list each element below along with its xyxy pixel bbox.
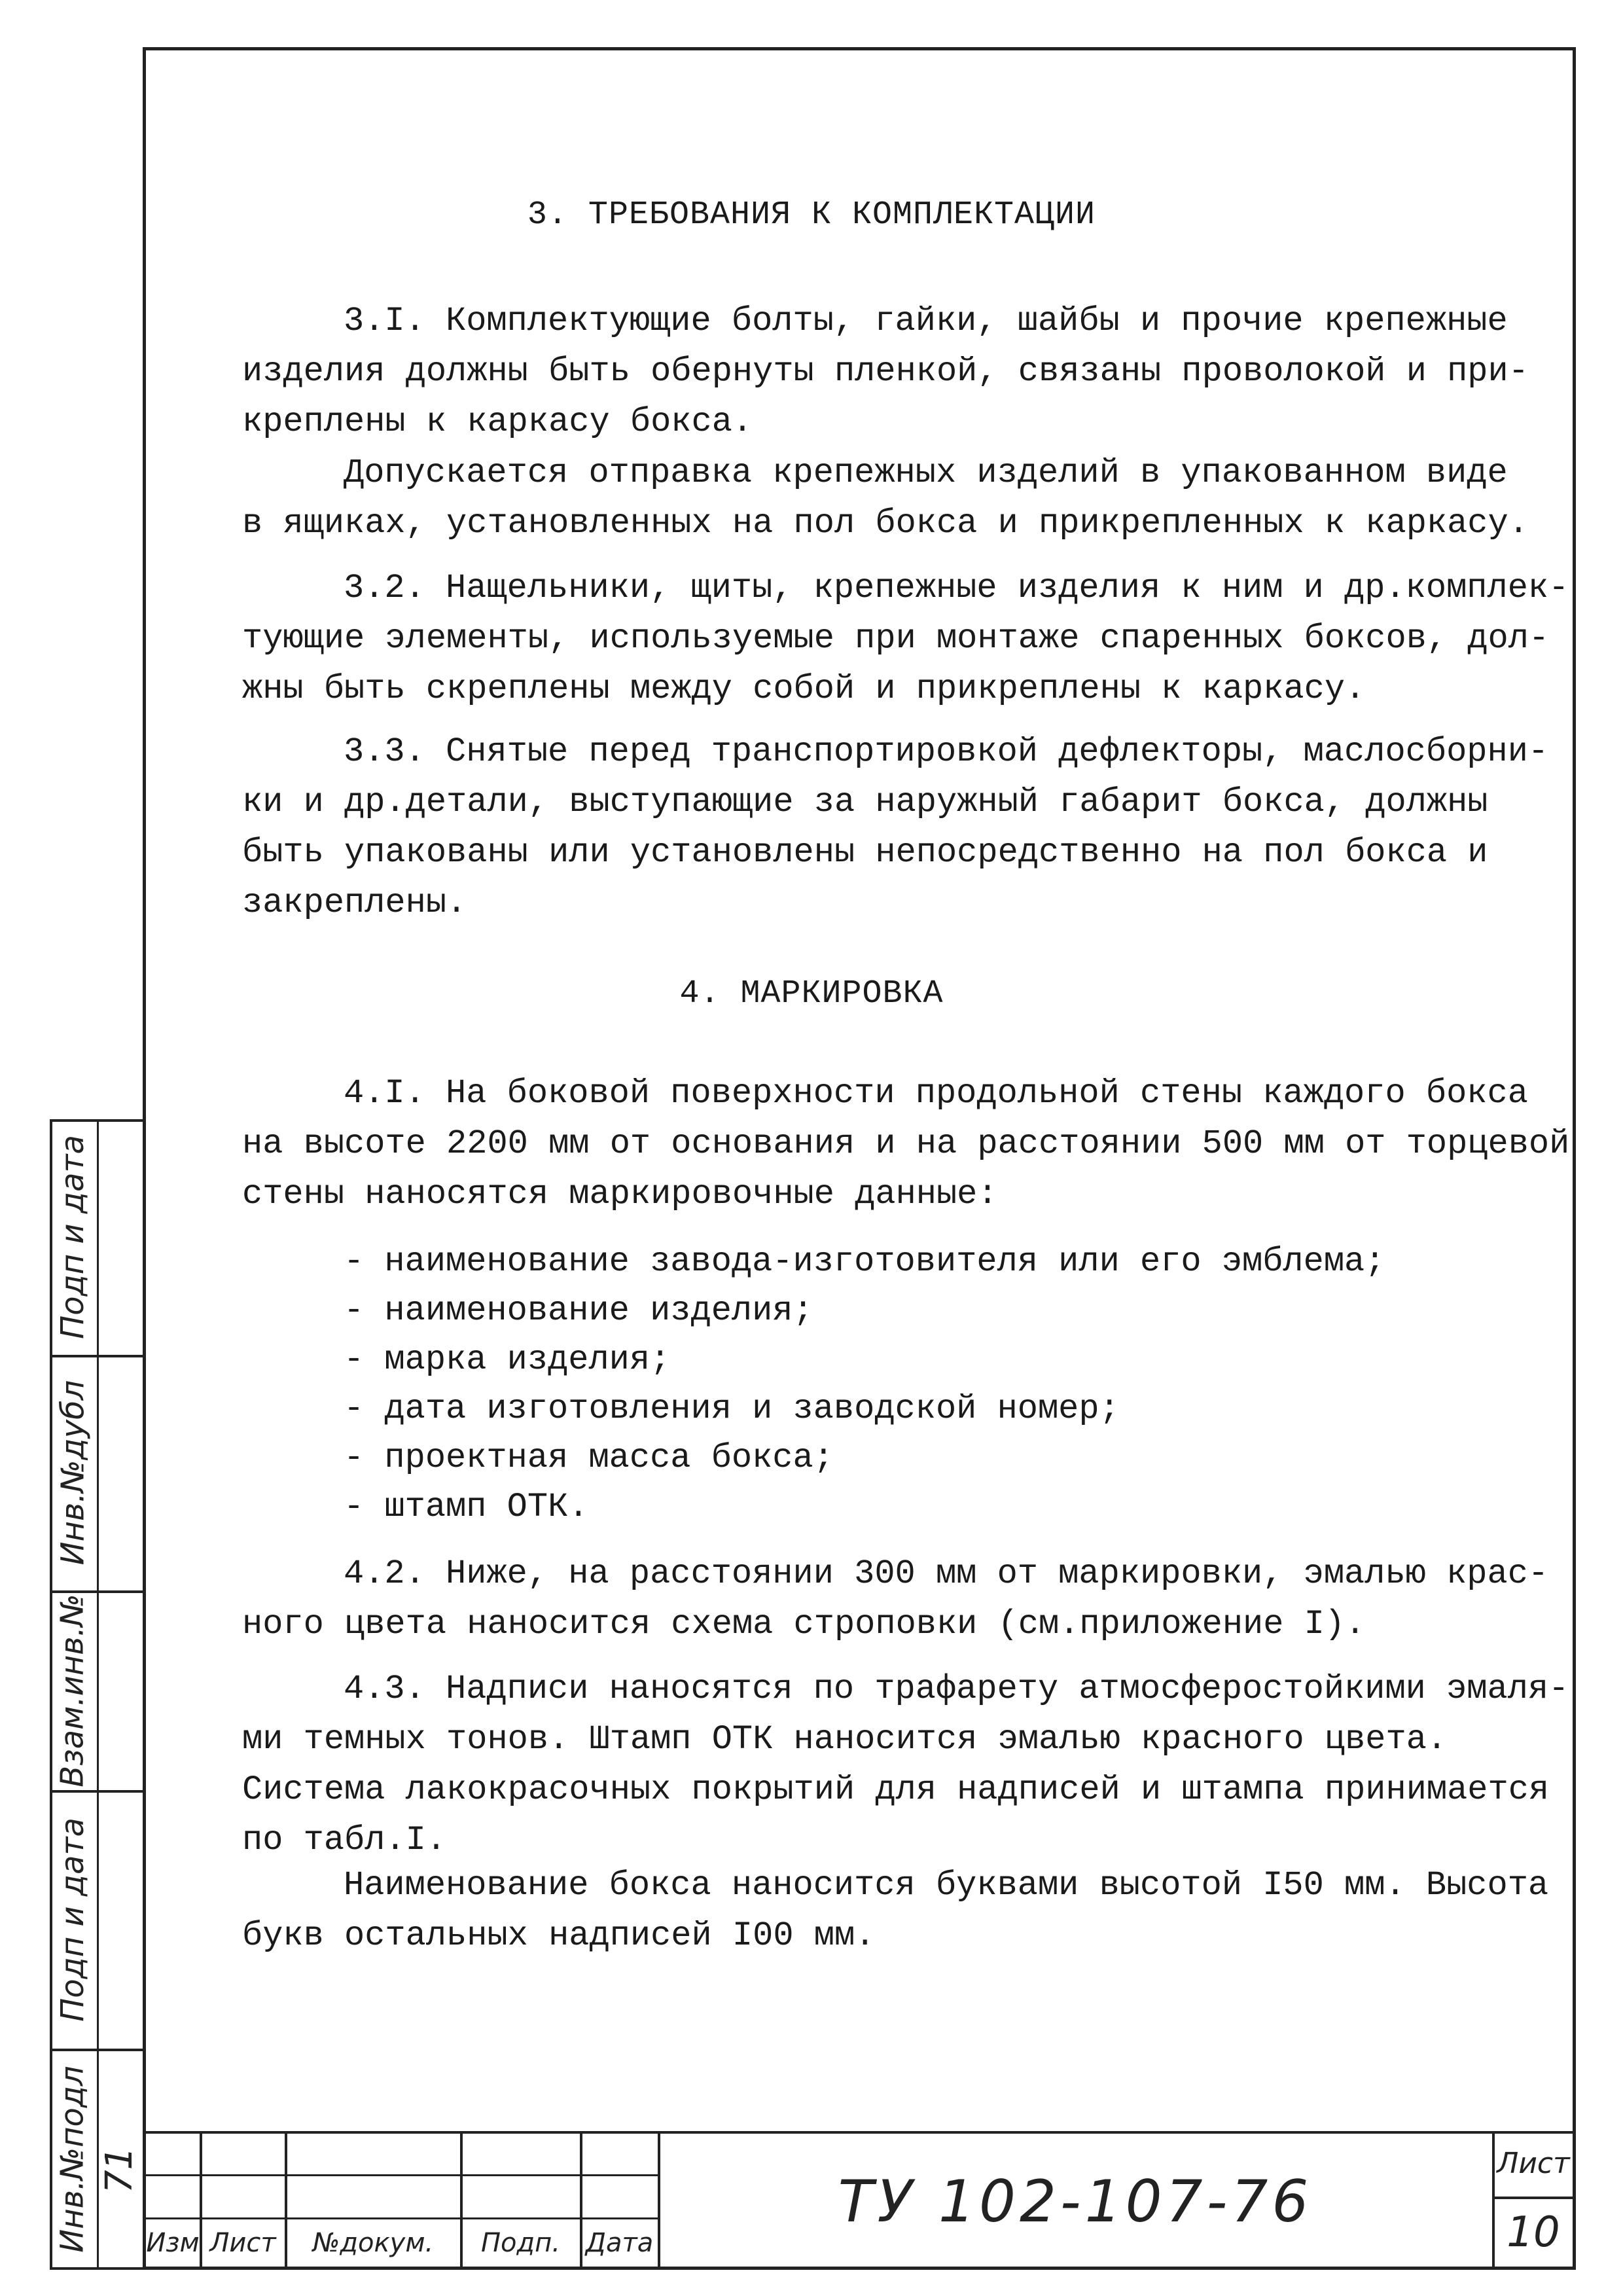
text-line: букв остальных надписей I00 мм.	[242, 1916, 876, 1955]
text-line: 4.2. Ниже, на расстоянии 300 мм от маркировки, эмалью крас-	[344, 1554, 1549, 1593]
side-strip-row-divider	[50, 2049, 146, 2051]
text-line: жны быть скреплены между собой и прикреплены к каркасу.	[242, 670, 1366, 708]
side-label-podp-data: Подп и дата	[54, 1817, 91, 2022]
paragraph-3-3	[242, 726, 1564, 928]
list-item: - штамп ОТК.	[344, 1488, 589, 1526]
text-line: по табл.I.	[242, 1821, 447, 1859]
side-label-inv-podl: Инв.№подл	[54, 2066, 91, 2253]
text-line: закреплены.	[242, 884, 467, 922]
sheet-cell-divider	[1492, 2197, 1573, 2199]
side-strip-row-divider	[50, 1590, 146, 1593]
text-line: изделия должны быть обернуты пленкой, связаны проволокой и при-	[242, 352, 1529, 391]
side-label-vzam-inv: Взам.инв.№	[54, 1593, 92, 1787]
side-strip-divider	[97, 1119, 99, 2270]
text-line: 3.2. Нащельники, щиты, крепежные изделия к ним и др.комплек-	[344, 569, 1569, 607]
col-label-data: Дата	[585, 2228, 654, 2258]
paragraph-4-1	[242, 1068, 1570, 1219]
paragraph-4-3	[242, 1664, 1569, 1865]
paragraph-3-2	[242, 563, 1569, 714]
paragraph-4-2	[242, 1549, 1564, 1649]
text-line: в ящиках, установленных на пол бокса и прикрепленных к каркасу.	[242, 504, 1529, 543]
side-label-podp-data-top: Подп и дата	[54, 1135, 91, 1339]
text-line: на высоте 2200 мм от основания и на расстоянии 500 мм от торцевой	[242, 1124, 1570, 1163]
col-label-doc: №докум.	[312, 2228, 434, 2258]
sheet-label: Лист	[1497, 2147, 1570, 2180]
text-line: креплены к каркасу бокса.	[242, 403, 753, 441]
list-item: - проектная масса бокса;	[344, 1439, 834, 1477]
text-line: 4.I. На боковой поверхности продольной стены каждого бокса	[344, 1074, 1528, 1113]
col-label-list: Лист	[209, 2228, 276, 2258]
text-line: 4.3. Надписи наносятся по трафарету атмосферостойкими эмаля-	[344, 1670, 1569, 1708]
text-line: ного цвета наносится схема строповки (см.приложение I).	[242, 1605, 1366, 1643]
title-block	[146, 2131, 1573, 2267]
text-line: тующие элементы, используемые при монтаже спаренных боксов, дол-	[242, 619, 1550, 658]
paragraph-3-1b	[242, 448, 1564, 548]
list-item: - наименование изделия;	[344, 1291, 813, 1330]
col-label-podp: Подп.	[480, 2228, 561, 2258]
side-strip-row-divider	[50, 1790, 146, 1793]
marking-data-list	[344, 1237, 1385, 1532]
text-line: ки и др.детали, выступающие за наружный габарит бокса, должны	[242, 783, 1488, 821]
list-item: - марка изделия;	[344, 1340, 671, 1379]
inv-podl-value: 71	[98, 2146, 141, 2193]
text-line: 3.I. Комплектующие болты, гайки, шайбы и прочие крепежные	[344, 302, 1508, 340]
title-block-top-line	[146, 2131, 1573, 2134]
side-strip-row-divider	[50, 1355, 146, 1357]
title-block-col-line	[658, 2131, 660, 2267]
section4-heading: 4. МАРКИРОВКА	[679, 975, 944, 1013]
text-line: ми темных тонов. Штамп ОТК наносится эмалью красного цвета.	[242, 1720, 1448, 1759]
section3-heading: 3. ТРЕБОВАНИЯ К КОМПЛЕКТАЦИИ	[527, 196, 1096, 234]
text-line: быть упакованы или установлены непосредственно на пол бокса и	[242, 833, 1488, 872]
list-item: - наименование завода-изготовителя или его эмблема;	[344, 1242, 1385, 1281]
text-line: Допускается отправка крепежных изделий в упакованном виде	[344, 454, 1508, 492]
col-label-izm: Изм	[146, 2228, 200, 2258]
sheet-number: 10	[1507, 2208, 1560, 2257]
text-line: стены наносятся маркировочные данные:	[242, 1175, 998, 1213]
list-item: - дата изготовления и заводской номер;	[344, 1390, 1120, 1428]
text-line: Система лакокрасочных покрытий для надписей и штампа принимается	[242, 1770, 1550, 1809]
side-label-inv-dubl: Инв.№дубл	[54, 1380, 92, 1566]
paragraph-3-1	[242, 296, 1564, 447]
document-code: ТУ 102-107-76	[838, 2168, 1313, 2235]
text-line: 3.3. Снятые перед транспортировкой дефлекторы, маслосборни-	[344, 732, 1549, 771]
paragraph-4-3b	[242, 1860, 1564, 1961]
text-line: Наименование бокса наносится буквами высотой I50 мм. Высота	[344, 1866, 1549, 1905]
